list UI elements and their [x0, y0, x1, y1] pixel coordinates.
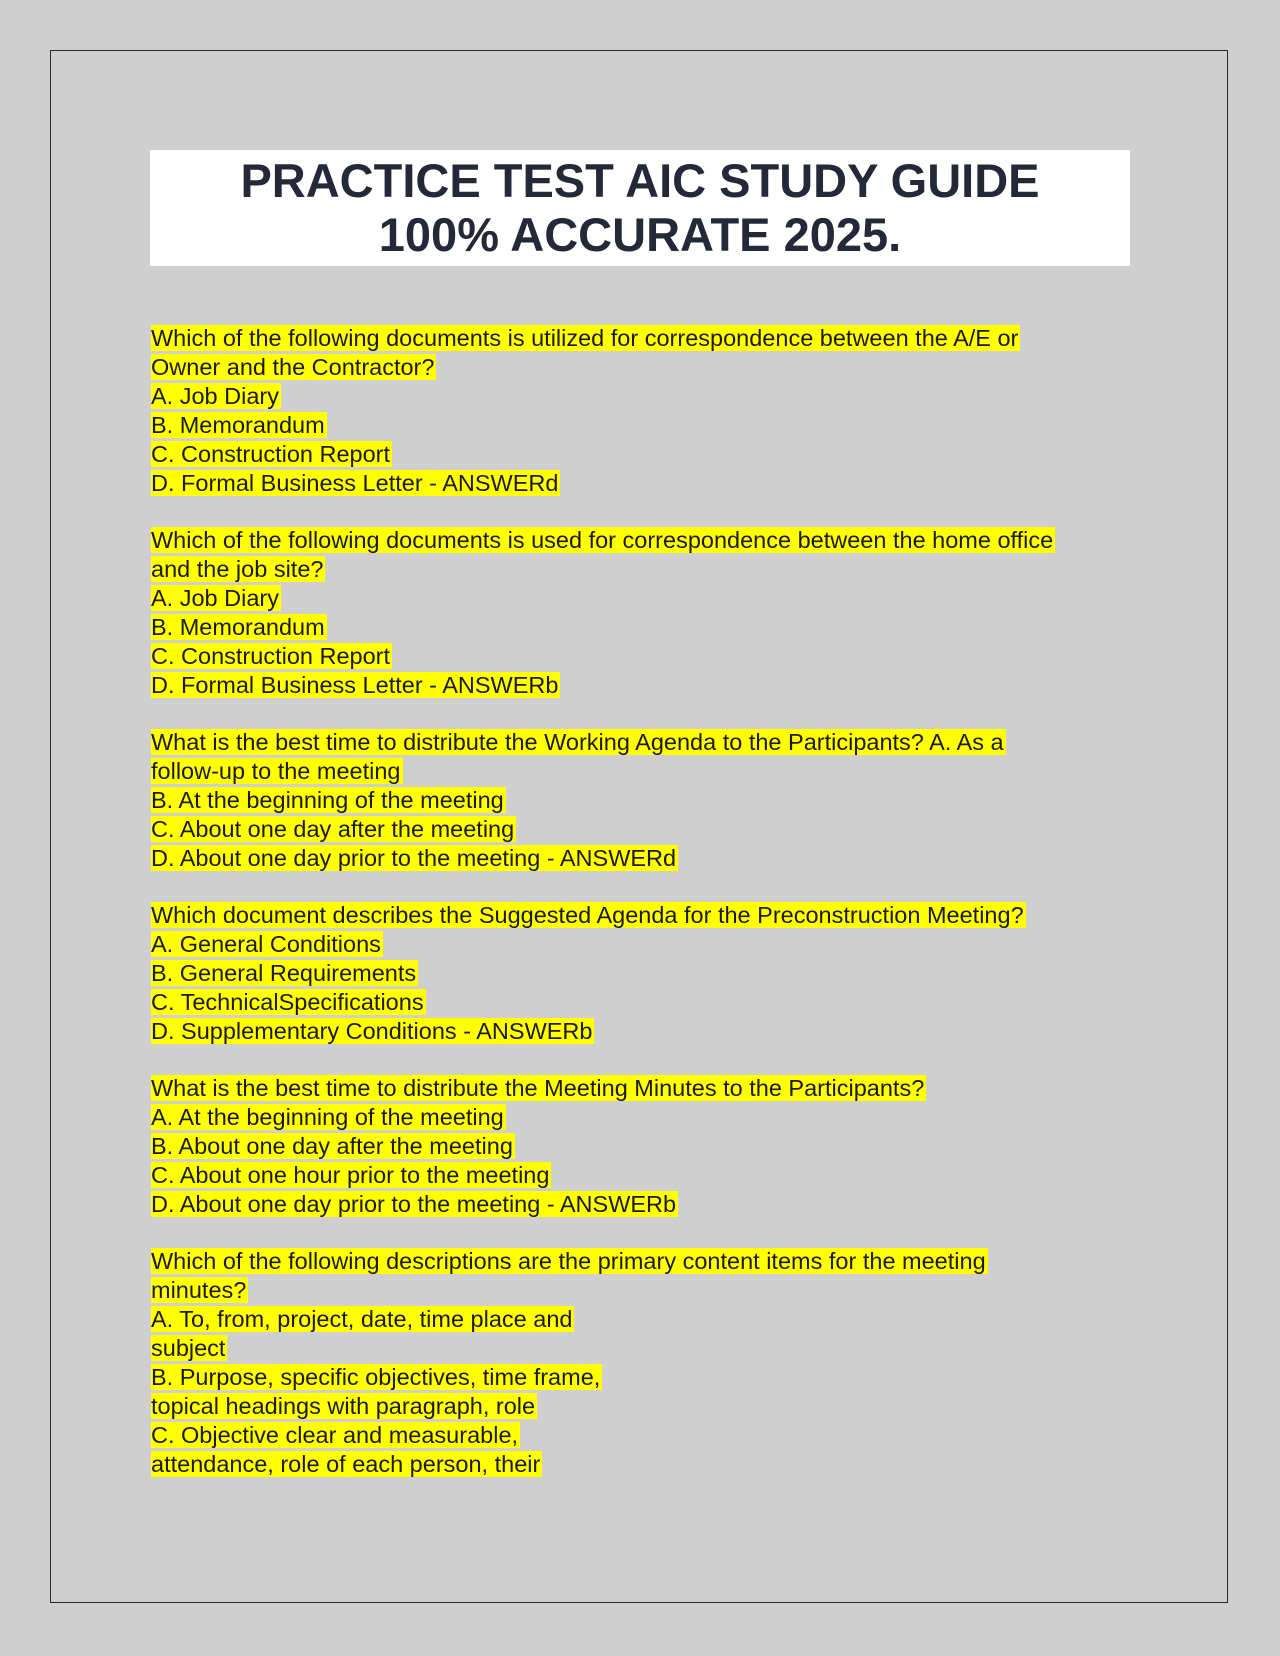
- answer-option: A. Job Diary: [151, 585, 279, 611]
- answer-option: B. At the beginning of the meeting: [151, 787, 504, 813]
- answer-option: B. About one day after the meeting: [151, 1133, 513, 1159]
- question-line: What is the best time to distribute the Working Agenda to the Participants? A. As a: [151, 729, 1004, 755]
- answer-option: B. General Requirements: [151, 960, 417, 986]
- answer-option: D. Formal Business Letter - ANSWERb: [151, 672, 559, 698]
- answer-option: C. About one day after the meeting: [151, 816, 515, 842]
- answer-option: C. Construction Report: [151, 643, 391, 669]
- answer-option: D. About one day prior to the meeting - ANSWERd: [151, 845, 677, 871]
- document-title: [150, 150, 1130, 266]
- question-line: Which document describes the Suggested Agenda for the Preconstruction Meeting?: [151, 902, 1024, 928]
- answer-option: C. Objective clear and measurable,: [151, 1422, 519, 1448]
- question-block: [151, 526, 1131, 700]
- question-block: [151, 1074, 1131, 1219]
- answer-option: A. General Conditions: [151, 931, 381, 957]
- answer-option: A. To, from, project, date, time place and: [151, 1306, 573, 1332]
- answer-option: B. Memorandum: [151, 614, 325, 640]
- question-line: Which of the following documents is used for correspondence between the home office: [151, 527, 1054, 553]
- answer-option: topical headings with paragraph, role: [151, 1393, 536, 1419]
- answer-option: attendance, role of each person, their: [151, 1451, 541, 1477]
- answer-option: D. Supplementary Conditions - ANSWERb: [151, 1018, 593, 1044]
- answer-option: A. At the beginning of the meeting: [151, 1104, 504, 1130]
- answer-option: B. Memorandum: [151, 412, 325, 438]
- question-line: Which of the following documents is utilized for correspondence between the A/E or: [151, 325, 1019, 351]
- answer-option: D. Formal Business Letter - ANSWERd: [151, 470, 559, 496]
- question-line: and the job site?: [151, 556, 324, 582]
- answer-option: C. Construction Report: [151, 441, 391, 467]
- question-block: [151, 728, 1131, 873]
- answer-option: C. About one hour prior to the meeting: [151, 1162, 550, 1188]
- question-line: Which of the following descriptions are the primary content items for the meeting: [151, 1248, 986, 1274]
- question-block: [151, 901, 1131, 1046]
- question-line: What is the best time to distribute the Meeting Minutes to the Participants?: [151, 1075, 925, 1101]
- answer-option: A. Job Diary: [151, 383, 279, 409]
- question-block: [151, 324, 1131, 498]
- question-line: follow-up to the meeting: [151, 758, 401, 784]
- answer-option: D. About one day prior to the meeting - ANSWERb: [151, 1191, 677, 1217]
- title-line-2: 100% ACCURATE 2025.: [378, 208, 902, 261]
- answer-option: B. Purpose, specific objectives, time frame,: [151, 1364, 601, 1390]
- title-line-1: PRACTICE TEST AIC STUDY GUIDE: [240, 154, 1040, 207]
- question-list: [151, 324, 1131, 1507]
- question-block: [151, 1247, 1131, 1479]
- answer-option: C. TechnicalSpecifications: [151, 989, 424, 1015]
- question-line: Owner and the Contractor?: [151, 354, 435, 380]
- answer-option: subject: [151, 1335, 226, 1361]
- question-line: minutes?: [151, 1277, 247, 1303]
